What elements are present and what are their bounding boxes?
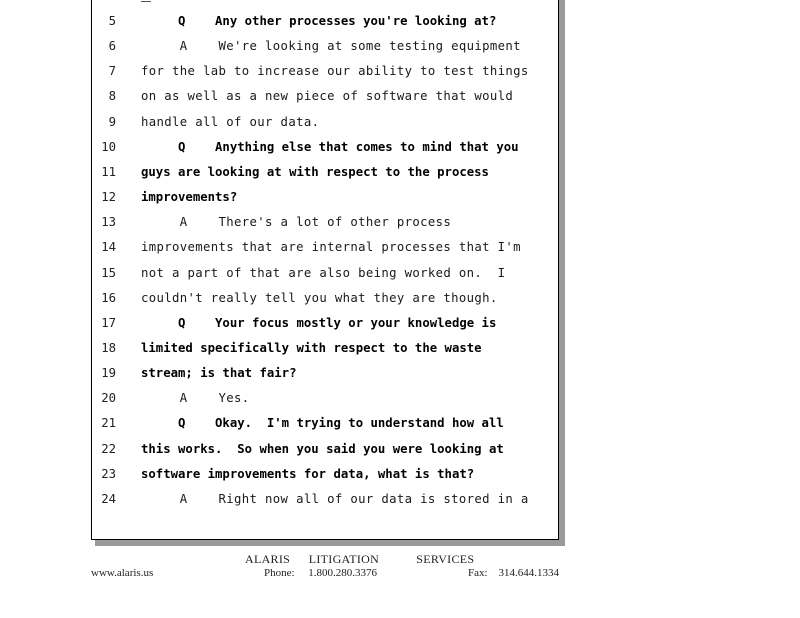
line-number: 15 xyxy=(101,265,116,280)
line-text: handle all of our data. xyxy=(141,114,320,129)
line-text: stream; is that fair? xyxy=(141,366,297,381)
transcript-line xyxy=(92,34,559,59)
line-number: 13 xyxy=(101,215,116,230)
line-number: 11 xyxy=(101,164,116,179)
transcript-line xyxy=(92,411,559,436)
line-text: guys are looking at with respect to the process xyxy=(141,164,489,179)
transcript-line xyxy=(92,59,559,84)
transcript-page xyxy=(91,0,559,540)
line-text: Q Anything else that comes to mind that you xyxy=(141,139,519,154)
line-text: software improvements for data, what is that? xyxy=(141,466,475,481)
line-text: Q Okay. I'm trying to understand how all xyxy=(141,416,504,431)
line-text: couldn't really tell you what they are though. xyxy=(141,290,498,305)
transcript-line xyxy=(92,487,559,512)
line-text: A We're looking at some testing equipment xyxy=(141,39,521,54)
line-text: Q Any other processes you're looking at? xyxy=(141,14,497,28)
line-number: 10 xyxy=(101,139,116,154)
line-number: 18 xyxy=(101,340,116,355)
transcript-line xyxy=(92,235,559,260)
line-number: 5 xyxy=(108,14,116,28)
footer-fax: Fax: 314.644.1334 xyxy=(468,567,560,579)
line-number: 19 xyxy=(101,366,116,381)
transcript-line xyxy=(92,110,559,135)
transcript-line xyxy=(92,84,559,109)
line-number: 6 xyxy=(108,39,116,54)
transcript-line xyxy=(92,261,559,286)
line-text: for the lab to increase our ability to test things xyxy=(141,64,529,79)
transcript-line xyxy=(92,135,559,160)
transcript-line xyxy=(92,437,559,462)
line-number: 16 xyxy=(101,290,116,305)
line-number: 7 xyxy=(108,64,116,79)
line-text: improvements that are internal processes that I'm xyxy=(141,240,521,255)
transcript-line xyxy=(92,9,559,34)
footer-phone: Phone: 1.800.280.3376 xyxy=(264,567,378,579)
line-text: on as well as a new piece of software that would xyxy=(141,89,514,104)
line-text: this works. So when you said you were looking at xyxy=(141,441,504,456)
transcript-line xyxy=(92,185,559,210)
footer-company-name: ALARIS LITIGATION SERVICES xyxy=(245,552,475,566)
transcript-line xyxy=(92,311,559,336)
line-text: A Yes. xyxy=(141,391,250,406)
line-number: 21 xyxy=(101,416,116,431)
transcript-line xyxy=(92,462,559,487)
line-text: improvements? xyxy=(141,190,238,205)
line-number: 9 xyxy=(108,114,116,129)
footer-website: www.alaris.us xyxy=(91,567,154,579)
line-number: 20 xyxy=(101,391,116,406)
transcript-line xyxy=(92,361,559,386)
transcript-line xyxy=(92,210,559,235)
line-number: 24 xyxy=(101,491,116,506)
line-number: 12 xyxy=(101,190,116,205)
line-text: A There's a lot of other process xyxy=(141,215,452,230)
partial-previous-line xyxy=(141,0,151,2)
line-number: 23 xyxy=(101,466,116,481)
transcript-line xyxy=(92,160,559,185)
line-text: A Right now all of our data is stored in a xyxy=(141,491,529,506)
transcript-line xyxy=(92,286,559,311)
line-text: not a part of that are also being worked on. I xyxy=(141,265,506,280)
line-number: 17 xyxy=(101,315,116,330)
transcript-line xyxy=(92,336,559,361)
line-number: 14 xyxy=(101,240,116,255)
line-text: limited specifically with respect to the waste xyxy=(141,340,482,355)
transcript-line xyxy=(92,386,559,411)
line-text: Q Your focus mostly or your knowledge is xyxy=(141,315,497,330)
line-number: 22 xyxy=(101,441,116,456)
line-number: 8 xyxy=(108,89,116,104)
